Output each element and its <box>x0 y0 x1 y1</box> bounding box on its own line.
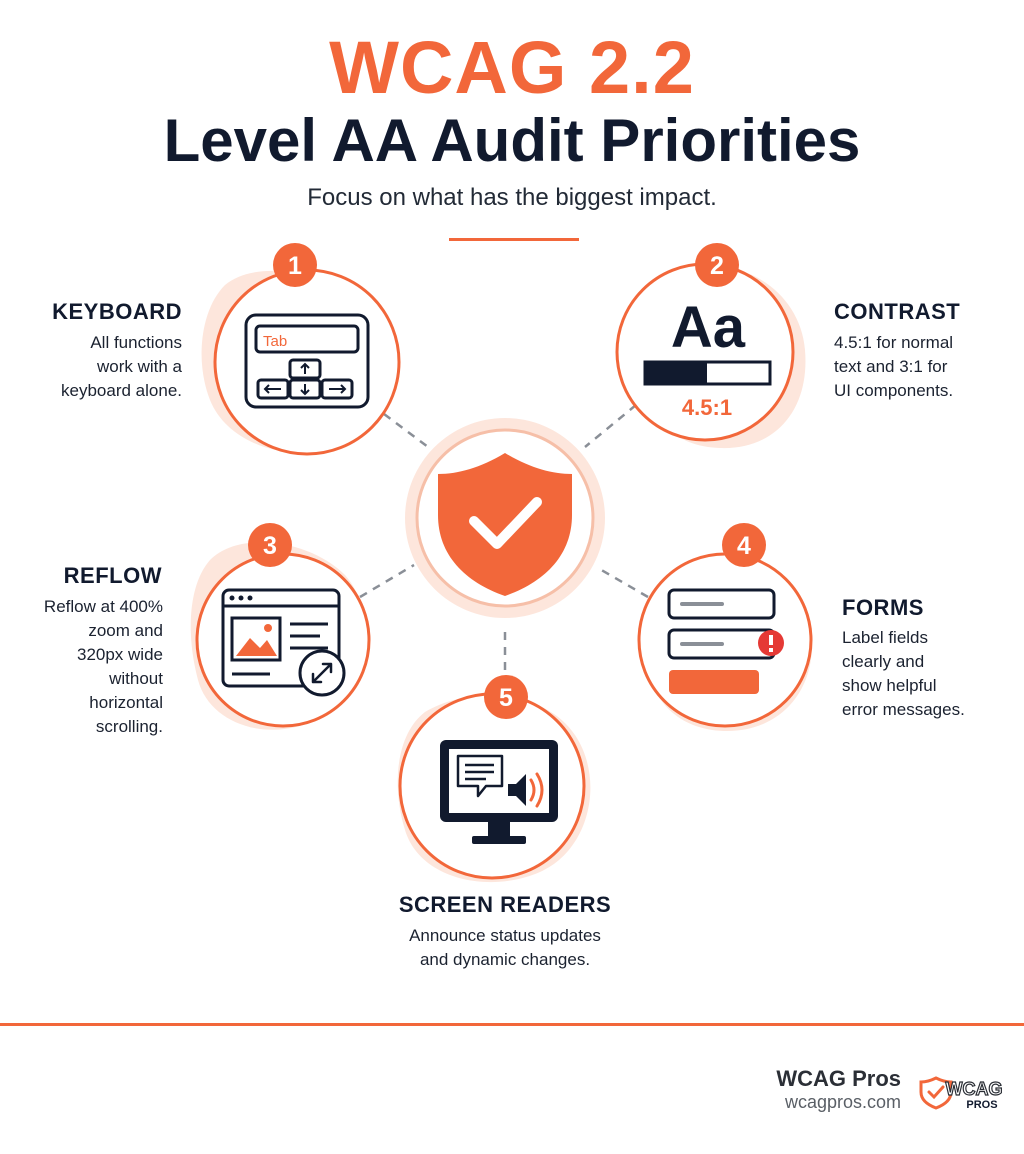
connector-2 <box>585 405 636 447</box>
contrast-ratio: 4.5:1 <box>681 395 733 420</box>
item-2-description: 4.5:1 for normal text and 3:1 for UI components. <box>834 333 954 400</box>
logo-word: WCAG <box>945 1079 1003 1099</box>
item-1-description: All functions work with a keyboard alone. <box>61 333 182 400</box>
item-2-circle <box>617 243 793 440</box>
item-4-circle <box>639 523 811 726</box>
page-title: WCAG 2.2 <box>329 26 695 109</box>
item-2-number: 2 <box>710 252 724 280</box>
footer-divider <box>0 1023 1024 1026</box>
brand-url: wcagpros.com <box>784 1092 901 1112</box>
item-1-circle <box>215 243 399 454</box>
page-subtitle: Level AA Audit Priorities <box>163 107 861 174</box>
item-1-number: 1 <box>288 252 302 280</box>
item-5-circle <box>400 675 584 878</box>
item-5-number: 5 <box>499 684 513 712</box>
item-5-title: SCREEN READERS <box>398 892 612 917</box>
item-1-title: KEYBOARD <box>52 299 182 324</box>
item-3-description: Reflow at 400% zoom and 320px wide without horizontal scrolling. <box>43 597 163 736</box>
item-4-title: FORMS <box>842 595 924 620</box>
item-3-number: 3 <box>263 532 277 560</box>
keyboard-tab-key: Tab <box>263 333 288 350</box>
connector-3 <box>360 565 414 597</box>
item-5-description: Announce status updates and dynamic changes. <box>409 926 601 969</box>
center-badge <box>405 418 605 618</box>
tagline: Focus on what has the biggest impact. <box>307 184 717 211</box>
brand-logo <box>918 1072 1008 1112</box>
brand-name: WCAG Pros <box>776 1066 901 1091</box>
item-2-title: CONTRAST <box>834 299 961 324</box>
contrast-glyph: Aa <box>670 295 746 360</box>
logo-sub: PROS <box>966 1099 998 1111</box>
item-4-description: Label fields clearly and show helpful error messages. <box>842 628 965 719</box>
item-4-number: 4 <box>737 532 751 560</box>
item-3-title: REFLOW <box>63 563 162 588</box>
connector-4 <box>598 568 648 597</box>
browser-window-icon <box>223 590 344 695</box>
